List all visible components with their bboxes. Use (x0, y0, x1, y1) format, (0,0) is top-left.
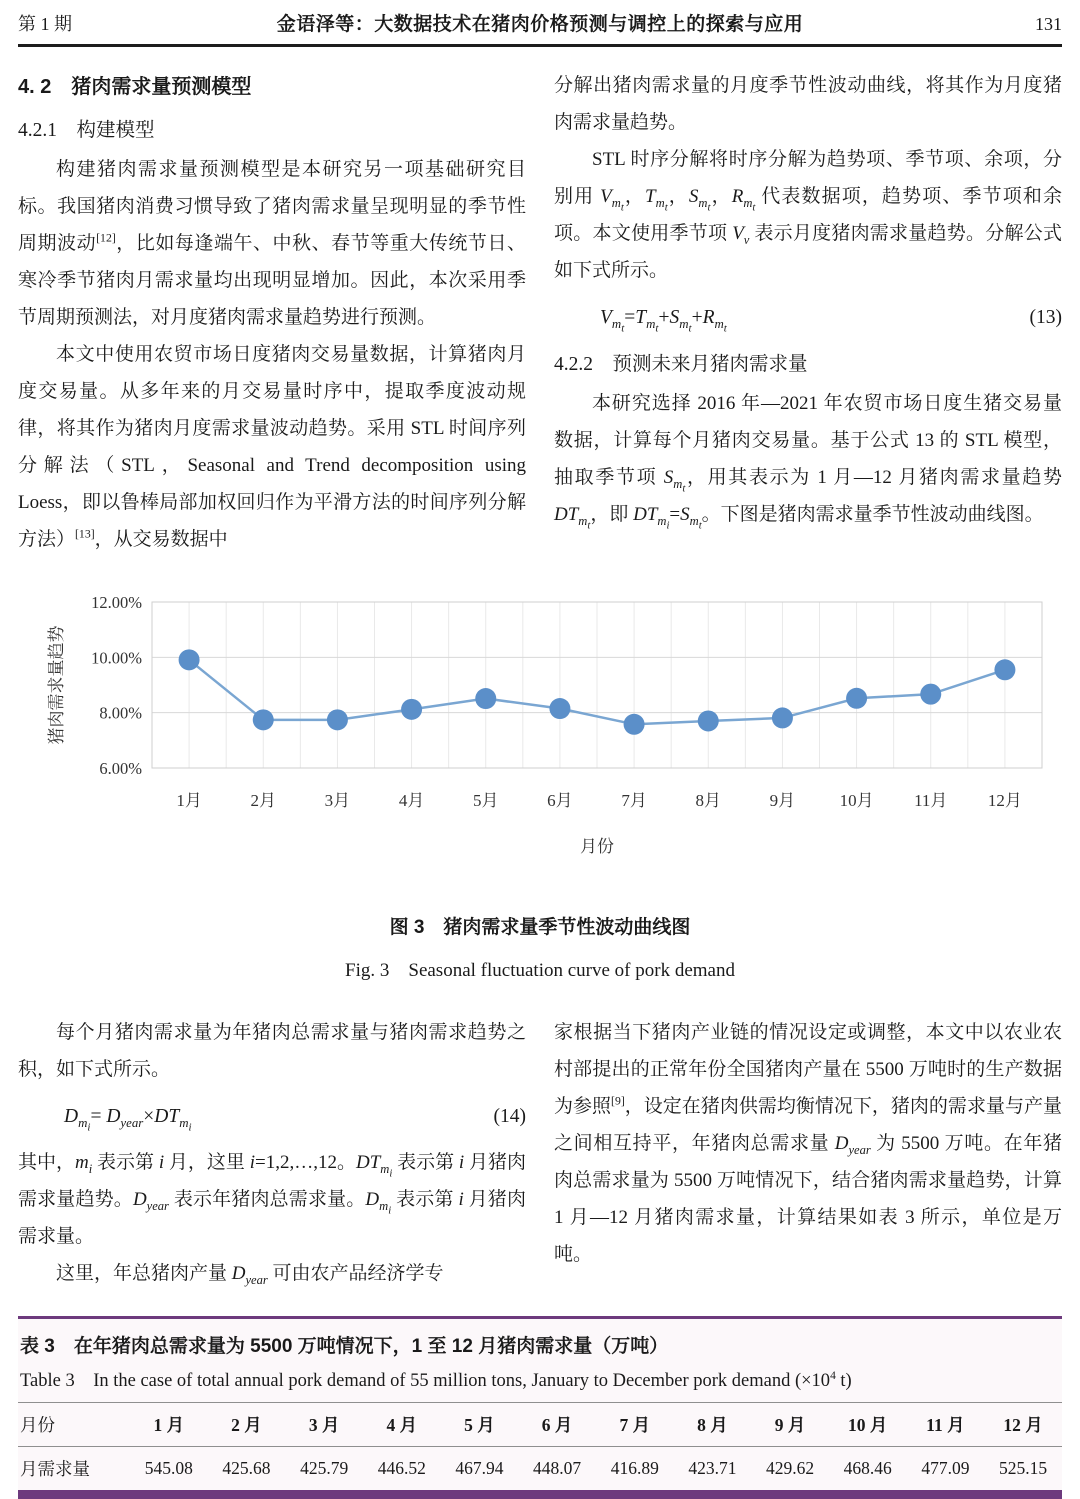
x-axis-tick-label: 1月 (176, 791, 202, 810)
y-axis-title: 猪肉需求量趋势 (47, 625, 66, 745)
x-axis-tick-label: 11月 (914, 791, 948, 810)
x-axis-tick-label: 7月 (621, 791, 647, 810)
table-header-cell: 10 月 (848, 1415, 888, 1435)
x-axis-tick-label: 9月 (769, 791, 796, 810)
y-axis-tick-label: 8.00% (99, 703, 142, 723)
x-axis-tick-label: 2月 (250, 791, 276, 810)
journal-header (18, 0, 1062, 47)
paragraph: 本研究选择 2016 年—2021 年农贸市场日度生猪交易量数据，计算每个月猪肉交易量。基于公式 13 的 STL 模型，抽取季节项 $S_{m_t}$，用其表示为 1 月—12 月猪肉需求量趋势 $DT_{m_t}$，即 $DT_{m_i}=S_{m_t}$。下图是猪肉需求量季节性波动曲线图。 (554, 393, 1062, 532)
line-chart-svg (18, 572, 1062, 872)
table-value-cell: 416.89 (610, 1458, 659, 1478)
data-point-marker (772, 707, 793, 728)
x-axis-title: 月份 (580, 837, 614, 856)
equation-13-number: (13) (1029, 307, 1062, 328)
table-header-cell: 9 月 (774, 1415, 806, 1435)
table-caption-zh: 表 3 在年猪肉总需求量为 5500 万吨情况下，1 至 12 月猪肉需求量（万吨） (20, 1336, 669, 1357)
paragraph: 每个月猪肉需求量为年猪肉总需求量与猪肉需求趋势之积，如下式所示。 (18, 1022, 526, 1080)
table-header-cell: 7 月 (619, 1415, 651, 1435)
x-axis-tick-label: 12月 (987, 791, 1022, 810)
section-4-2-heading: 4. 2 猪肉需求量预测模型 (18, 76, 252, 98)
page-number: 131 (1035, 14, 1062, 34)
equation-13 (554, 301, 1062, 335)
paragraph: 这里，年总猪肉产量 $D_{year}$ 可由农产品经济学专 (56, 1263, 444, 1287)
table-header-cell: 5 月 (464, 1415, 495, 1435)
table-header-cell: 3 月 (308, 1415, 340, 1435)
table-value-cell: 448.07 (533, 1458, 582, 1478)
data-point-marker (624, 714, 645, 735)
section-4-2-1-heading: 4.2.1 构建模型 (18, 120, 155, 141)
table-bottom-rule (18, 1490, 1062, 1499)
paragraph: 构建猪肉需求量预测模型是本研究另一项基础研究目标。我国猪肉消费习惯导致了猪肉需求量呈现明显的季节性周期波动[12]，比如每逢端午、中秋、春节等重大传统节日、寒冷季节猪肉月需求量均出现明显增加。因此，本次采用季节周期预测法，对月度猪肉需求量趋势进行预测。 (18, 159, 526, 328)
equation-14-expression: $D_{m_i}= D_{year}\times DT_{m_i}$ (64, 1106, 192, 1134)
table-header-month-label: 月份 (20, 1415, 55, 1435)
table-value-cell: 423.71 (688, 1458, 737, 1478)
equation-13-expression: $V_{m_t}=T_{m_t}+S_{m_t}+R_{m_t}$ (600, 307, 727, 335)
issue-label: 第 1 期 (18, 14, 72, 34)
x-axis-tick-label: 3月 (324, 791, 351, 810)
data-point-marker (846, 688, 867, 709)
x-axis-tick-label: 5月 (473, 791, 499, 810)
y-axis-tick-label: 10.00% (91, 648, 142, 668)
data-point-marker (698, 710, 719, 731)
table-data-row (18, 1447, 1062, 1491)
table-value-cell: 467.94 (455, 1458, 504, 1478)
table-header-cell: 6 月 (541, 1415, 573, 1435)
paragraph: 分解出猪肉需求量的月度季节性波动曲线，将其作为月度猪肉需求量趋势。 (554, 75, 1062, 133)
table-value-cell: 525.15 (999, 1458, 1048, 1478)
x-axis-tick-label: 10月 (839, 791, 874, 810)
table-value-cell: 429.62 (766, 1458, 815, 1478)
table-header-cell: 1 月 (153, 1415, 185, 1435)
equation-14-number: (14) (493, 1106, 526, 1127)
data-point-marker (994, 659, 1015, 680)
x-axis-tick-label: 6月 (547, 791, 573, 810)
figure-caption-en: Fig. 3 Seasonal fluctuation curve of pork demand (345, 960, 735, 981)
table-header-cell: 2 月 (231, 1415, 262, 1435)
table-value-cell: 477.09 (921, 1458, 970, 1478)
x-axis-tick-label: 8月 (695, 791, 721, 810)
table-caption-en: Table 3 In the case of total annual pork demand of 55 million tons, January to December pork demand ($\times 10^4$ t) (20, 1369, 852, 1391)
running-title: 金语泽等：大数据技术在猪肉价格预测与调控上的探索与应用 (276, 14, 804, 35)
table-header-cell: 12 月 (1003, 1415, 1043, 1435)
data-point-marker (549, 698, 570, 719)
paragraph: STL 时序分解将时序分解为趋势项、季节项、余项，分别用 $V_{m_t}$，$T_{m_t}$，$S_{m_t}$，$R_{m_t}$ 代表数据项，趋势项、季节项和余项。本文使用季节项 $V_v$ 表示月度猪肉需求量趋势。分解公式如下式所示。 (554, 149, 1062, 281)
monthly-demand-table (18, 1402, 1062, 1490)
section-4-2-2-heading: 4.2.2 预测未来月猪肉需求量 (554, 354, 808, 375)
right-column-lower (554, 1014, 1062, 1292)
table-row-label: 月需求量 (20, 1459, 90, 1479)
y-axis-tick-label: 6.00% (99, 759, 142, 778)
left-column (18, 67, 526, 558)
left-column-lower (18, 1014, 526, 1292)
y-axis-tick-label: 12.00% (91, 593, 142, 612)
paragraph: 家根据当下猪肉产业链的情况设定或调整，本文中以农业农村部提出的正常年份全国猪肉产量在 5500 万吨时的生产数据为参照[9]，设定在猪肉供需均衡情况下，猪肉的需求量与产量之间相互持平，年猪肉总需求量 $D_{year}$ 为 5500 万吨。在年猪肉总需求量为 5500 万吨情况下，结合猪肉需求量趋势，计算 1 月—12 月猪肉需求量，计算结果如表 3 所示，单位是万吨。 (554, 1022, 1062, 1265)
table-3-block (18, 1316, 1062, 1499)
data-point-marker (920, 684, 941, 705)
data-point-marker (401, 699, 422, 720)
table-header-cell: 11 月 (926, 1415, 965, 1435)
table-value-cell: 468.46 (843, 1458, 892, 1478)
upper-text-columns (18, 67, 1062, 558)
table-value-cell: 425.68 (222, 1458, 271, 1478)
right-column (554, 67, 1062, 558)
paragraph: 其中，$m_i$ 表示第 i 月，这里 i=1,2,…,12。$DT_{m_i}$ 表示第 i 月猪肉需求量趋势。$D_{year}$ 表示年猪肉总需求量。$D_{m_i}$ 表示第 i 月猪肉需求量。 (18, 1152, 526, 1247)
figure-caption-zh: 图 3 猪肉需求量季节性波动曲线图 (389, 917, 691, 938)
table-value-cell: 425.79 (300, 1458, 349, 1478)
paragraph: 本文中使用农贸市场日度猪肉交易量数据，计算猪肉月度交易量。从多年来的月交易量时序中，提取季度波动规律，将其作为猪肉月度需求量波动趋势。采用 STL 时间序列分解法（STL，Seasonal and Trend decomposition using Loess，即以鲁棒局部加权回归作为平滑方法的时间序列分解方法）[13]，从交易数据中 (18, 344, 526, 550)
table-header-cell: 8 月 (697, 1415, 728, 1435)
table-value-cell: 545.08 (144, 1458, 193, 1478)
data-point-marker (327, 709, 348, 730)
table-header-cell: 4 月 (386, 1415, 418, 1435)
lower-text-columns (18, 1014, 1062, 1292)
data-point-marker (253, 709, 274, 730)
table-header-row (18, 1403, 1062, 1447)
table-value-cell: 446.52 (377, 1458, 426, 1478)
data-point-marker (475, 688, 496, 709)
data-point-marker (179, 649, 200, 670)
x-axis-tick-label: 4月 (398, 791, 425, 810)
equation-14 (18, 1100, 526, 1134)
seasonal-fluctuation-chart (18, 572, 1062, 872)
